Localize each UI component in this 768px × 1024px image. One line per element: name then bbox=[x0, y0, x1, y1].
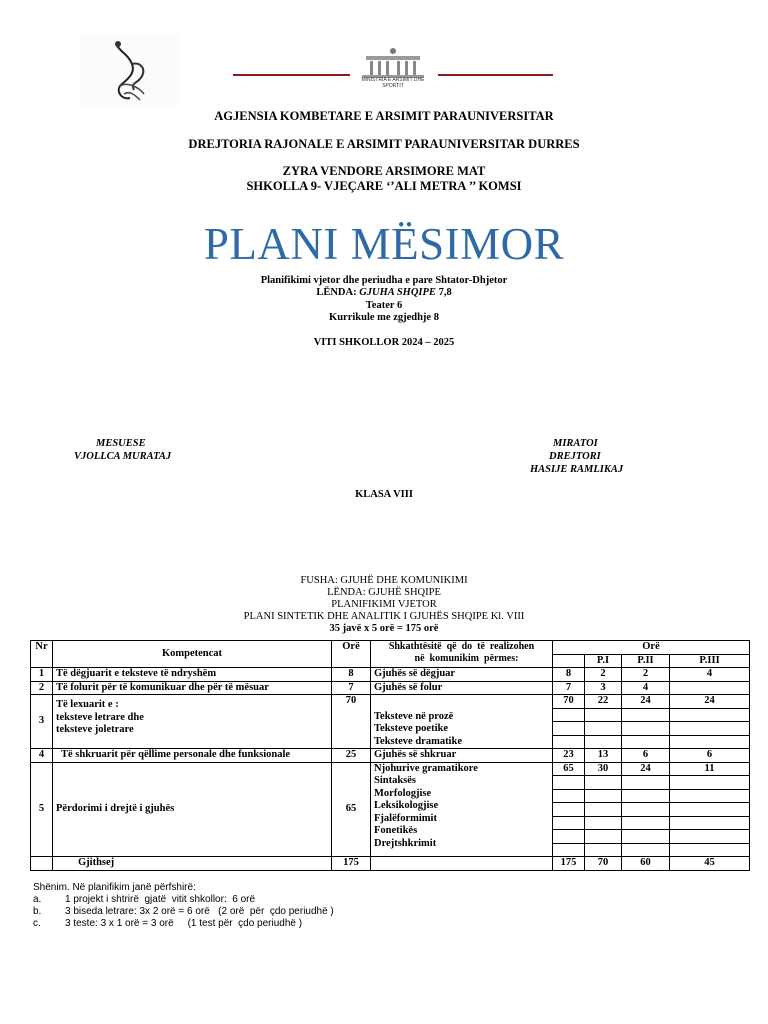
table-header-row bbox=[31, 641, 750, 655]
cell-nr: 3 bbox=[31, 695, 53, 749]
cell-nr: 1 bbox=[31, 668, 53, 682]
shkathtesi-line: Teksteve në prozë bbox=[374, 710, 454, 722]
agency-name: AGJENSIA KOMBETARE E ARSIMIT PARAUNIVERSITAR bbox=[214, 109, 554, 123]
cell-p3 bbox=[670, 681, 750, 695]
cell-shkathtesi: Gjuhës së folur bbox=[371, 681, 553, 695]
cell-p2: 24 bbox=[622, 762, 670, 776]
curriculum-line: Kurrikule me zgjedhje 8 bbox=[329, 312, 439, 323]
header-ore-group: Orë bbox=[553, 641, 750, 655]
header-rule-left bbox=[233, 74, 350, 76]
approved-label: MIRATOI bbox=[553, 438, 598, 449]
cell-p3: 11 bbox=[670, 762, 750, 776]
note-item: b. 3 biseda letrare: 3x 2 orë = 6 orë (2 orë për çdo periudhë ) bbox=[33, 906, 334, 917]
cell-nr: 2 bbox=[31, 681, 53, 695]
cell-ore: 70 bbox=[332, 695, 371, 749]
page-title: PLANI MËSIMOR bbox=[203, 219, 565, 269]
table-row bbox=[31, 762, 750, 776]
cell-p2: 6 bbox=[622, 749, 670, 763]
cell-blank bbox=[371, 857, 553, 871]
director-name: HASIJE RAMLIKAJ bbox=[530, 464, 624, 475]
header-shkathtesite: Shkathtësitë që do të realizohen në komunikim përmes: bbox=[371, 641, 553, 668]
weeks-hours-line: 35 javë x 5 orë = 175 orë bbox=[329, 623, 439, 634]
cell-kompetenca: Përdorimi i drejtë i gjuhës bbox=[53, 762, 332, 857]
cell-p2: 2 bbox=[622, 668, 670, 682]
field-line: FUSHA: GJUHË DHE KOMUNIKIMI bbox=[300, 575, 468, 586]
total-p2: 60 bbox=[622, 857, 670, 871]
table-row bbox=[31, 681, 750, 695]
kompetenca-line: teksteve letrare dhe bbox=[56, 711, 144, 723]
cell-total: 70 bbox=[553, 695, 585, 709]
header-rule-right bbox=[438, 74, 553, 76]
shkathtesi-line: Sintaksës bbox=[374, 775, 417, 786]
subject-line-2: LËNDA: GJUHË SHQIPE bbox=[327, 587, 441, 598]
cell-p1: 30 bbox=[585, 762, 622, 776]
plan-header bbox=[0, 575, 768, 635]
shkathtesi-line: Njohurive gramatikore bbox=[374, 762, 478, 774]
cell-p3: 24 bbox=[670, 695, 750, 709]
total-p1: 70 bbox=[585, 857, 622, 871]
header-kompetencat: Kompetencat bbox=[53, 641, 332, 668]
subject-line bbox=[0, 287, 768, 299]
total-p3: 45 bbox=[670, 857, 750, 871]
local-office: ZYRA VENDORE ARSIMORE MAT bbox=[282, 164, 486, 178]
cell-p2: 4 bbox=[622, 681, 670, 695]
emblem-label: MINISTRIA E ARSIMIT DHE SPORTIT bbox=[361, 77, 425, 89]
cell-ore: 7 bbox=[332, 681, 371, 695]
total-sum: 175 bbox=[553, 857, 585, 871]
shkathtesi-line: Fonetikës bbox=[374, 825, 418, 836]
subject-grades: 7,8 bbox=[435, 287, 452, 298]
cell-kompetenca: Të folurit për të komunikuar dhe për të mësuar bbox=[53, 681, 332, 695]
class-label: KLASA VIII bbox=[355, 489, 413, 500]
cell-nr: 5 bbox=[31, 762, 53, 857]
shkathtesi-line: Morfologjise bbox=[374, 787, 432, 799]
table-row bbox=[31, 695, 750, 709]
table-row bbox=[31, 668, 750, 682]
cell-p3: 4 bbox=[670, 668, 750, 682]
cell-total: 7 bbox=[553, 681, 585, 695]
cell-kompetenca: Të shkruarit për qëllime personale dhe funksionale bbox=[53, 749, 332, 763]
ministry-emblem bbox=[352, 47, 434, 93]
shkathtesi-line: Fjalëformimit bbox=[374, 812, 437, 824]
cell-p1: 2 bbox=[585, 668, 622, 682]
shkathtesi-line: Leksikologjise bbox=[374, 800, 439, 811]
synthetic-plan-line: PLANI SINTETIK DHE ANALITIK I GJUHËS SHQIPE Kl. VIII bbox=[243, 611, 525, 622]
cell-nr: 4 bbox=[31, 749, 53, 763]
cell-shkathtesi: Gjuhës së shkruar bbox=[371, 749, 553, 763]
cell-blank bbox=[31, 857, 53, 871]
teacher-role: MESUESE bbox=[96, 438, 146, 449]
note-item: c. 3 teste: 3 x 1 orë = 3 orë (1 test për çdo periudhë ) bbox=[33, 918, 303, 929]
shkathtesi-line: Teksteve poetike bbox=[374, 723, 448, 734]
teater-line: Teater 6 bbox=[365, 300, 403, 311]
cell-kompetenca bbox=[53, 695, 332, 749]
notes-block bbox=[33, 882, 334, 930]
school-year: VITI SHKOLLOR 2024 – 2025 bbox=[313, 337, 455, 348]
note-item: a. 1 projekt i shtrirë gjatë vitit shkollor: 6 orë bbox=[33, 894, 256, 905]
shkathtesi-line: Teksteve dramatike bbox=[374, 735, 462, 747]
total-label: Gjithsej bbox=[53, 857, 332, 871]
header-p1: P.I bbox=[585, 654, 622, 668]
school-name: SHKOLLA 9- VJEÇARE ‘’ALI METRA ’’ KOMSI bbox=[246, 179, 522, 193]
cell-p1: 13 bbox=[585, 749, 622, 763]
cell-shkathtesi bbox=[371, 762, 553, 857]
header-p3: P.III bbox=[670, 654, 750, 668]
teacher-name: VJOLLCA MURATAJ bbox=[74, 451, 172, 462]
director-role: DREJTORI bbox=[549, 451, 601, 462]
kompetenca-line: teksteve joletrare bbox=[56, 724, 134, 735]
table-row bbox=[31, 749, 750, 763]
school-logo bbox=[80, 34, 180, 106]
notes-title: Shënim. Në planifikim janë përfshirë: bbox=[33, 882, 196, 893]
planning-period: Planifikimi vjetor dhe periudha e pare Shtator-Dhjetor bbox=[260, 275, 508, 286]
kompetenca-line: Të lexuarit e : bbox=[56, 699, 119, 710]
cell-ore: 65 bbox=[332, 762, 371, 857]
cell-total: 8 bbox=[553, 668, 585, 682]
table-total-row bbox=[31, 857, 750, 871]
header-p2: P.II bbox=[622, 654, 670, 668]
cell-p1: 3 bbox=[585, 681, 622, 695]
cell-shkathtesi bbox=[371, 695, 553, 749]
cell-p3: 6 bbox=[670, 749, 750, 763]
cell-kompetenca: Të dëgjuarit e teksteve të ndryshëm bbox=[53, 668, 332, 682]
total-ore: 175 bbox=[332, 857, 371, 871]
header-nr: Nr bbox=[31, 641, 53, 668]
annual-planning-line: PLANIFIKIMI VJETOR bbox=[331, 599, 437, 610]
cell-total: 23 bbox=[553, 749, 585, 763]
regional-directorate: DREJTORIA RAJONALE E ARSIMIT PARAUNIVERSITAR DURRES bbox=[188, 137, 580, 151]
cell-p2: 24 bbox=[622, 695, 670, 709]
cell-p1: 22 bbox=[585, 695, 622, 709]
cell-ore: 25 bbox=[332, 749, 371, 763]
cell-ore: 8 bbox=[332, 668, 371, 682]
cell-shkathtesi: Gjuhës së dëgjuar bbox=[371, 668, 553, 682]
header-blank bbox=[553, 654, 585, 668]
shkathtesi-line: Drejtshkrimit bbox=[374, 837, 437, 849]
cell-total: 65 bbox=[553, 762, 585, 776]
plan-table bbox=[30, 640, 750, 871]
header-ore: Orë bbox=[332, 641, 371, 668]
subject-name: GJUHA SHQIPE bbox=[359, 287, 436, 298]
subject-prefix: LËNDA: bbox=[316, 287, 360, 298]
